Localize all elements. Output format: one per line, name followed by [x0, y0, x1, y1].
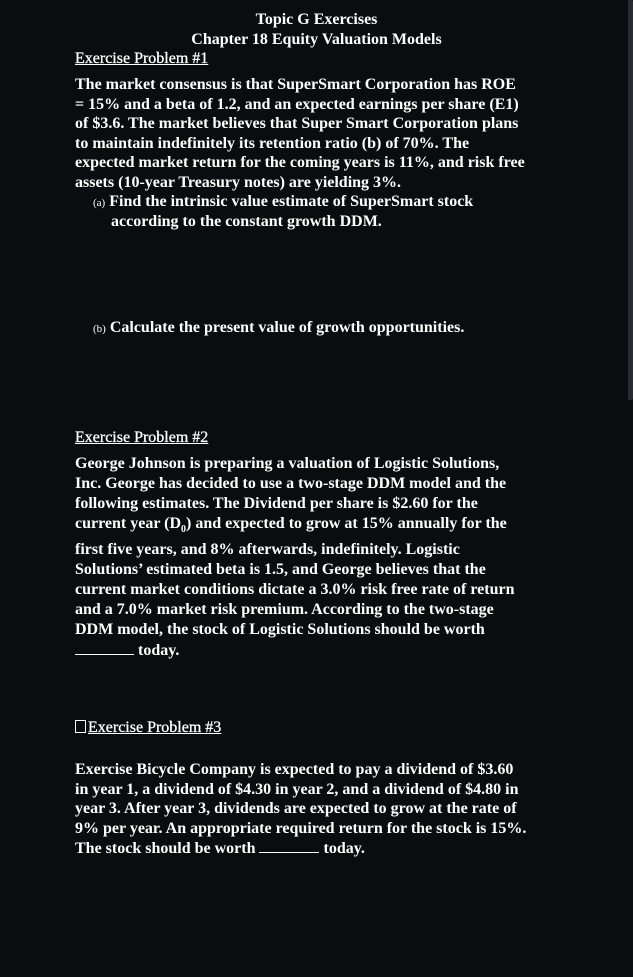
- line-text: today.: [138, 642, 180, 660]
- problem-2-line: Inc. George has decided to use a two-stage DDM model and the: [75, 475, 507, 492]
- problem-3-line: year 3. After year 3, dividends are expected to grow at the rate of: [75, 800, 517, 818]
- problem-1-line: of $3.6. The market believes that Super Smart Corporation plans: [75, 115, 519, 133]
- part-a-label: (a): [93, 197, 106, 209]
- problem-2-line: and a 7.0% market risk premium. According to the two-stage: [75, 601, 494, 619]
- problem-3-heading: [75, 718, 221, 738]
- problem-2-last-line: [75, 640, 514, 661]
- problem-1-heading: Exercise Problem #1: [75, 50, 209, 67]
- problem-3-heading-text: Exercise Problem #3: [88, 719, 222, 736]
- line-text: today.: [323, 840, 365, 858]
- problem-1-line: to maintain indefinitely its retention ratio (b) of 70%. The: [75, 134, 470, 152]
- answer-blank[interactable]: [259, 838, 319, 853]
- line-text: ) and expected to grow at 15% annually for the: [186, 515, 507, 532]
- problem-1-part-a-cont: according to the constant growth DDM.: [111, 213, 382, 230]
- subscript-zero: 0: [181, 524, 187, 536]
- problem-2-line: DDM model, the stock of Logistic Solutions should be worth: [75, 621, 485, 639]
- problem-1-line: expected market return for the coming years is 11%, and risk free: [75, 154, 525, 172]
- problem-2-line: current market conditions dictate a 3.0% risk free rate of return: [75, 581, 515, 599]
- problem-3-line: 9% per year. An appropriate required return for the stock is 15%.: [75, 819, 527, 837]
- problem-3-last-line: [75, 838, 526, 859]
- problem-1-part-b: [93, 318, 464, 340]
- problem-2-line: George Johnson is preparing a valuation of Logistic Solutions,: [75, 455, 500, 472]
- part-b-label: (b): [93, 323, 106, 335]
- problem-3-text: [75, 760, 526, 859]
- problem-1-line: = 15% and a beta of 1.2, and an expected earnings per share (E1): [75, 95, 519, 113]
- problem-1-line: assets (10-year Treasury notes) are yielding 3%.: [75, 173, 402, 191]
- problem-1-part-a: [93, 192, 473, 214]
- problem-2-line: first five years, and 8% afterwards, indefinitely. Logistic: [75, 541, 460, 559]
- chapter-title: Chapter 18 Equity Valuation Models: [191, 31, 442, 48]
- answer-blank[interactable]: [75, 640, 134, 655]
- checkbox-icon[interactable]: [75, 720, 86, 733]
- document-title: Topic G Exercises: [255, 11, 378, 28]
- problem-2-line: following estimates. The Dividend per share is $2.60 for the: [75, 495, 478, 512]
- part-b-text: Calculate the present value of growth opportunities.: [109, 319, 465, 336]
- problem-1-text: [75, 75, 525, 193]
- line-text: The stock should be worth: [75, 840, 256, 858]
- vertical-scrollbar[interactable]: [628, 0, 633, 400]
- problem-2-line: [75, 514, 514, 540]
- problem-3-line: Exercise Bicycle Company is expected to pay a dividend of $3.60: [75, 761, 514, 778]
- problem-2-line: Solutions’ estimated beta is 1.5, and George believes that the: [75, 561, 486, 579]
- problem-3-line: in year 1, a dividend of $4.30 in year 2, and a dividend of $4.80 in: [75, 780, 519, 798]
- problem-1-line: The market consensus is that SuperSmart Corporation has ROE: [75, 76, 516, 93]
- line-text: current year (D: [75, 515, 182, 532]
- problem-2-text: [75, 454, 514, 661]
- problem-2-heading: Exercise Problem #2: [75, 429, 209, 446]
- part-a-line: Find the intrinsic value estimate of SuperSmart stock: [109, 193, 474, 210]
